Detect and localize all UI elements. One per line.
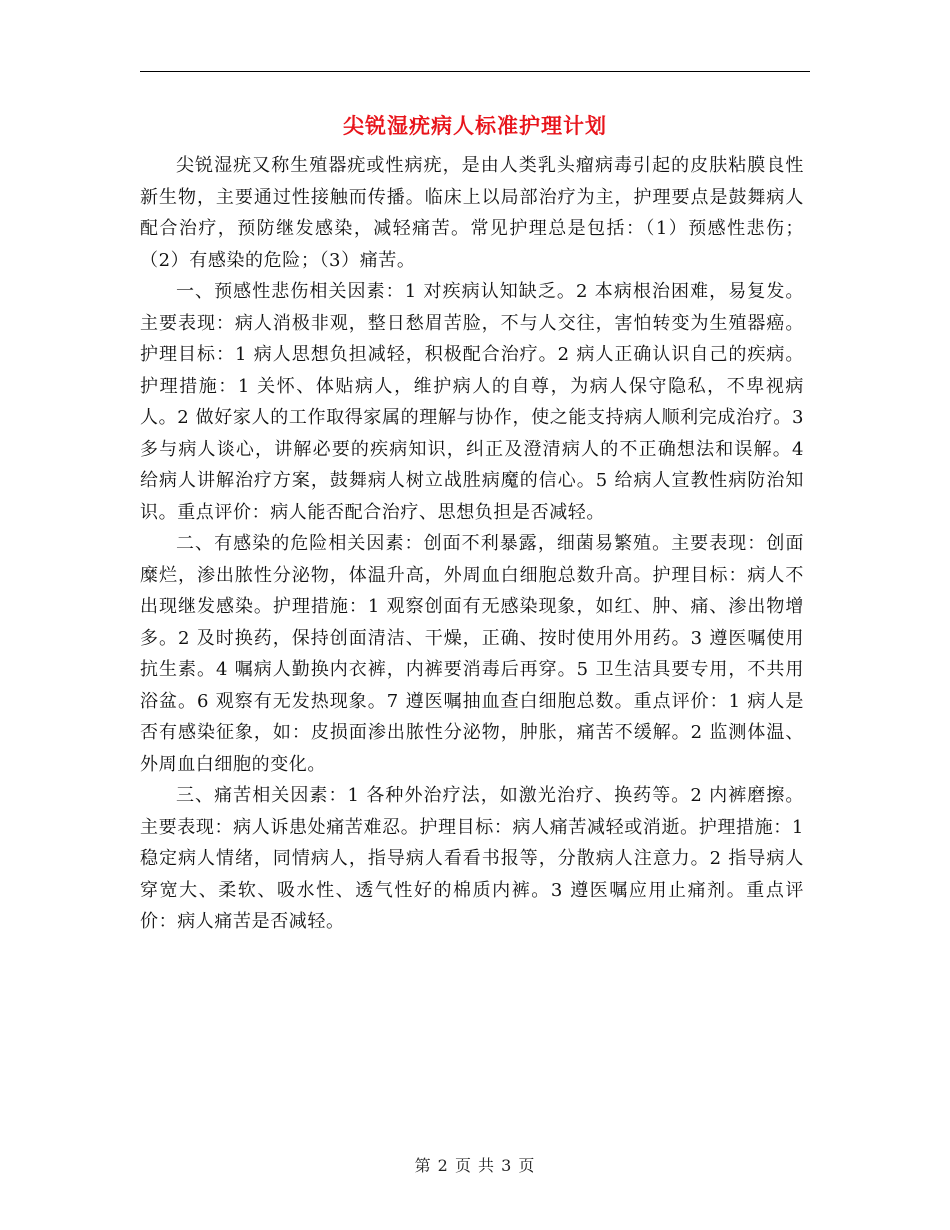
- header-rule: [140, 71, 810, 72]
- section-1-grief-paragraph: 一、预感性悲伤相关因素：1 对疾病认知缺乏。2 本病根治困难，易复发。主要表现：病人消极非观，整日愁眉苦脸，不与人交往，害怕转变为生殖器癌。护理目标：1 病人思想负担减轻，积极配合治疗。2 病人正确认识自己的疾病。护理措施：1 关怀、体贴病人，维护病人的自尊，为病人保守隐私，不卑视病人。2 做好家人的工作取得家属的理解与协作，使之能支持病人顺利完成治疗。3 多与病人谈心，讲解必要的疾病知识，纠正及澄清病人的不正确想法和误解。4 给病人讲解治疗方案，鼓舞病人树立战胜病魔的信心。5 给病人宣教性病防治知识。重点评价：病人能否配合治疗、思想负担是否减轻。: [140, 281, 804, 523]
- intro-paragraph: 尖锐湿疣又称生殖器疣或性病疣，是由人类乳头瘤病毒引起的皮肤粘膜良性新生物，主要通过性接触而传播。临床上以局部治疗为主，护理要点是鼓舞病人配合治疗，预防继发感染，减轻痛苦。常见护理总是包括：（1）预感性悲伤；（2）有感染的危险；（3）痛苦。: [140, 155, 804, 271]
- section-2-infection-paragraph: 二、有感染的危险相关因素：创面不利暴露，细菌易繁殖。主要表现：创面糜烂，渗出脓性分泌物，体温升高，外周血白细胞总数升高。护理目标：病人不出现继发感染。护理措施：1 观察创面有无感染现象，如红、肿、痛、渗出物增多。2 及时换药，保持创面清洁、干燥，正确、按时使用外用药。3 遵医嘱使用抗生素。4 嘱病人勤换内衣裤，内裤要消毒后再穿。5 卫生洁具要专用，不共用浴盆。6 观察有无发热现象。7 遵医嘱抽血查白细胞总数。重点评价：1 病人是否有感染征象，如：皮损面渗出脓性分泌物，肿胀，痛苦不缓解。2 监测体温、外周血白细胞的变化。: [140, 533, 804, 775]
- page-number: 第 2 页 共 3 页: [414, 1156, 536, 1175]
- document-title: 尖锐湿疣病人标准护理计划: [343, 113, 607, 138]
- document-body: [140, 150, 804, 938]
- section-3-pain-paragraph: 三、痛苦相关因素：1 各种外治疗法，如激光治疗、换药等。2 内裤磨擦。主要表现：病人诉患处痛苦难忍。护理目标：病人痛苦减轻或消逝。护理措施：1 稳定病人情绪，同情病人，指导病人看看书报等，分散病人注意力。2 指导病人穿宽大、柔软、吸水性、透气性好的棉质内裤。3 遵医嘱应用止痛剂。重点评价：病人痛苦是否减轻。: [140, 785, 804, 932]
